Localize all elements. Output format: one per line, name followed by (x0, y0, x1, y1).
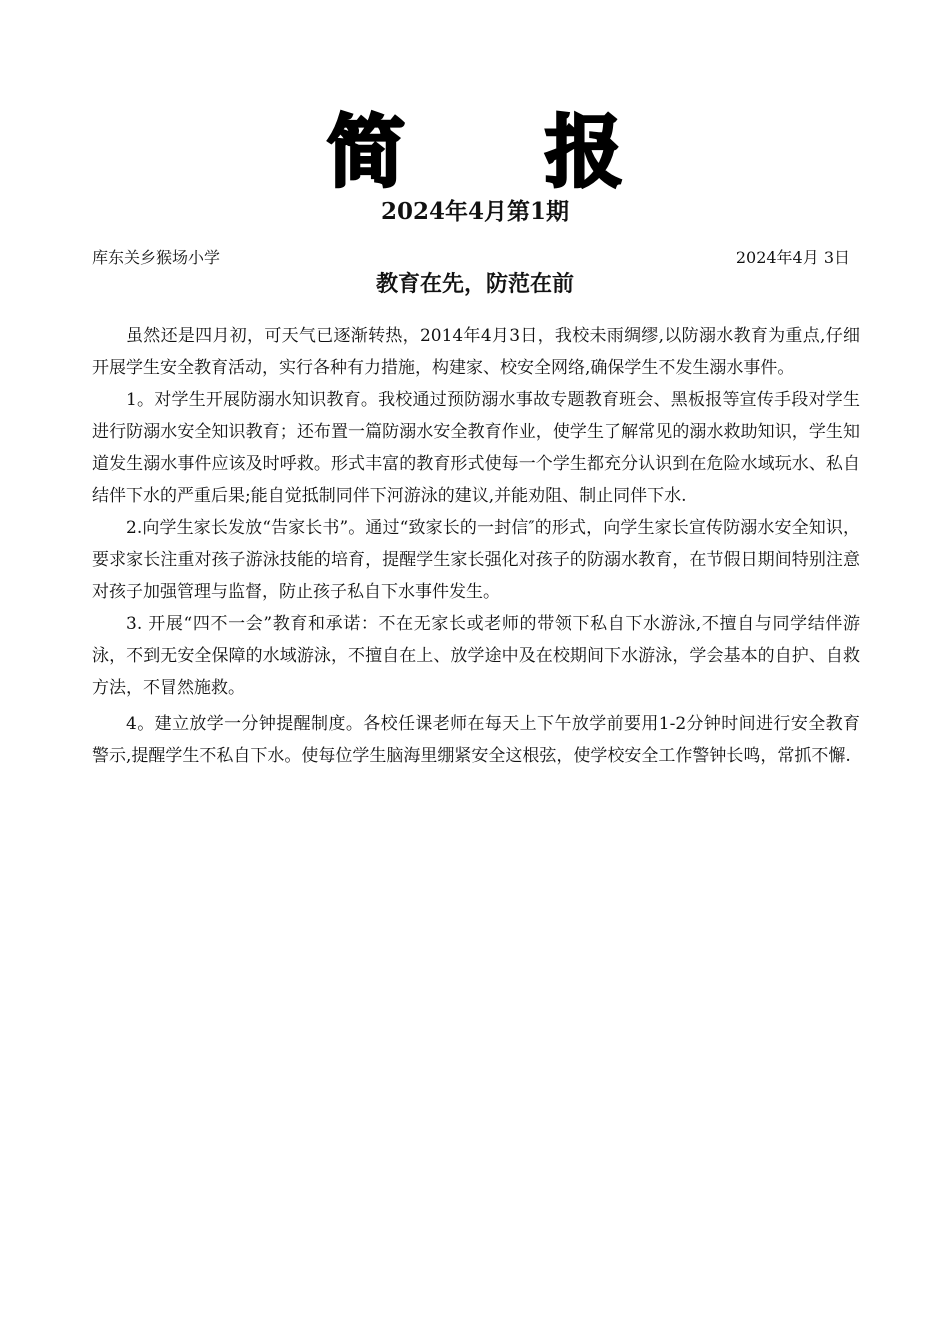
masthead-title (0, 108, 950, 198)
paragraph-item-1: 1。对学生开展防溺水知识教育。我校通过预防溺水事故专题教育班会、黑板报等宣传手段对学生进行防溺水安全知识教育；还布置一篇防溺水安全教育作业，使学生了解常见的溺水救助知识，学生知道发生溺水事件应该及时呼救。形式丰富的教育形式使每一个学生都充分认识到在危险水域玩水、私自结伴下水的严重后果;能自觉抵制同伴下河游泳的建议,并能劝阻、制止同伴下水. (92, 390, 860, 506)
paragraph-item-3: 3. 开展“四不一会”教育和承诺：不在无家长或老师的带领下私自下水游泳,不擅自与同学结伴游泳，不到无安全保障的水域游泳，不擅自在上、放学途中及在校期间下水游泳，学会基本的自护、自救方法，不冒然施救。 (92, 614, 860, 698)
paragraph-item-4: 4。建立放学一分钟提醒制度。各校任课老师在每天上下午放学前要用1-2分钟时间进行安全教育警示,提醒学生不私自下水。使每位学生脑海里绷紧安全这根弦，使学校安全工作警钟长鸣，常抓不懈. (92, 714, 860, 766)
masthead-char-2: 报 (545, 108, 624, 198)
paragraph-intro: 虽然还是四月初，可天气已逐渐转热，2014年4月3日，我校未雨绸缪,以防溺水教育为重点,仔细开展学生安全教育活动，实行各种有力措施，构建家、校安全网络,确保学生不发生溺水事件。 (92, 326, 860, 378)
school-name: 库东关乡猴场小学 (92, 248, 221, 267)
meta-row (92, 246, 850, 270)
report-date: 2024年4月 3日 (735, 248, 850, 267)
article-body (92, 320, 860, 772)
article-headline: 教育在先，防范在前 (375, 272, 574, 297)
issue-number: 2024年4月第1期 (380, 198, 570, 225)
paragraph-item-2: 2.向学生家长发放“告家长书”。通过“致家长的一封信″的形式，向学生家长宣传防溺水安全知识，要求家长注重对孩子游泳技能的培育，提醒学生家长强化对孩子的防溺水教育，在节假日期间特别注意对孩子加强管理与监督，防止孩子私自下水事件发生。 (92, 518, 860, 602)
masthead-char-1: 简 (326, 108, 405, 198)
